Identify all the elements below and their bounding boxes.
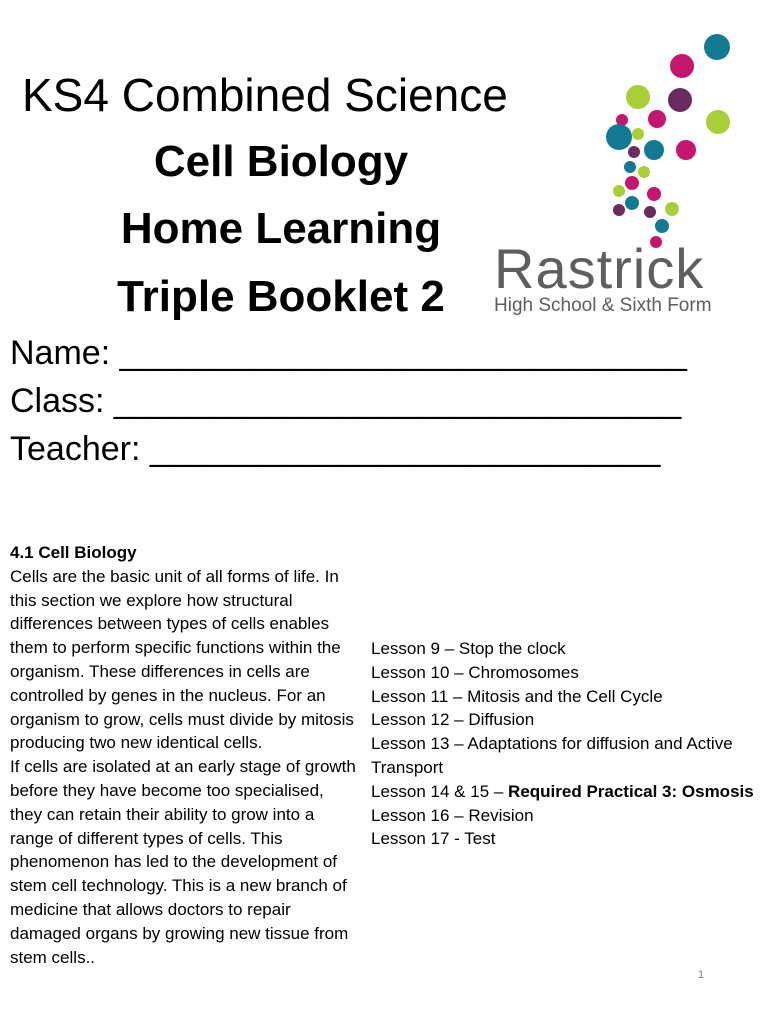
lesson-item: Lesson 11 – Mitosis and the Cell Cycle [371,686,663,706]
school-logo-name: Rastrick [494,237,705,300]
class-field[interactable]: Class: ______________________________ [10,382,682,420]
intro-paragraph: Cells are the basic unit of all forms of life. In this section we explore how structural differences between types of cells enables them to perform specific functions within the organism. These differences in cells are controlled by genes in the nucleus. For an organism to grow, cells must divide by mitosis producing two new identical cells. [10,566,354,753]
logo-dot [632,128,644,140]
logo-dot [670,54,694,78]
title-subject: KS4 Combined Science [22,69,508,121]
required-practical-label: Required Practical 3: Osmosis [508,781,754,801]
logo-dot [706,110,730,134]
logo-dot [613,185,625,197]
name-field[interactable]: Name: ______________________________ [10,334,687,372]
logo-dot [644,140,664,160]
logo-dot [638,166,650,178]
logo-dot [676,140,696,160]
logo-dot [625,196,639,210]
lesson-item: Lesson 16 – Revision [371,805,534,825]
logo-dot [626,85,650,109]
lesson-item: Lesson 10 – Chromosomes [371,662,579,682]
logo-dot [668,88,692,112]
intro-section [10,541,360,969]
lesson-item: Lesson 9 – Stop the clock [371,639,566,658]
logo-dot [644,206,656,218]
school-logo-subtitle: High School & Sixth Form [494,295,712,316]
lesson-item: Lesson 17 - Test [371,829,496,849]
page-number: 1 [698,969,705,981]
logo-dot [624,161,636,173]
intro-paragraph-2: If cells are isolated at an early stage of growth before they have become too specialised, they can retain their ability to grow into a range of different types of cells. This phenomenon has led to the development of stem cell technology. This is a new branch of medicine that allows doctors to repair damaged organs by growing new tissue from stem cells.. [10,757,356,967]
logo-dot [648,110,666,128]
title-topic: Cell Biology [153,137,409,186]
teacher-field[interactable]: Teacher: ___________________________ [10,430,661,468]
logo-dot [665,202,679,216]
lesson-item-practical [371,780,763,804]
logo-dot [606,124,632,150]
lesson-item: Lesson 12 – Diffusion [371,710,535,730]
logo-dot [655,219,669,233]
section-heading: 4.1 Cell Biology [10,543,137,562]
logo-dot [613,204,625,216]
logo-dot [647,187,661,201]
title-type: Home Learning [120,204,442,253]
lesson-prefix: Lesson 14 & 15 – [371,781,509,801]
title-booklet: Triple Booklet 2 [117,272,445,321]
logo-dot [704,34,730,60]
logo-dot [625,176,639,190]
lesson-list [371,637,763,851]
lesson-item: Lesson 13 – Adaptations for diffusion and Active Transport [371,734,733,777]
logo-dot [628,146,640,158]
